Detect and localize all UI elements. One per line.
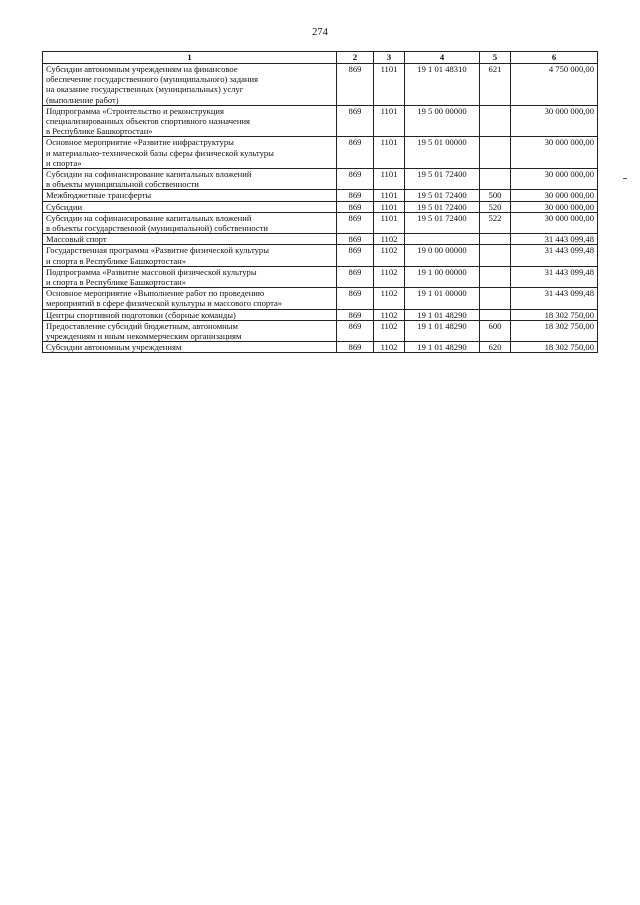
row-target-article-cell: 19 1 01 48290 [405, 309, 480, 320]
row-target-article-cell: 19 1 01 48310 [405, 64, 480, 106]
row-amount-cell: 30 000 000,00 [511, 105, 598, 137]
row-grbs-cell: 869 [337, 64, 374, 106]
row-amount-cell: 30 000 000,00 [511, 137, 598, 169]
row-section-cell: 1102 [374, 234, 405, 245]
table-row [43, 288, 598, 309]
row-grbs-cell: 869 [337, 320, 374, 341]
row-section-cell: 1101 [374, 105, 405, 137]
row-target-article-cell [405, 234, 480, 245]
row-amount-cell: 31 443 099,48 [511, 288, 598, 309]
row-section-cell: 1101 [374, 201, 405, 212]
row-section-cell: 1102 [374, 266, 405, 287]
row-target-article-cell: 19 1 00 00000 [405, 266, 480, 287]
table-row [43, 266, 598, 287]
row-target-article-cell: 19 1 01 48290 [405, 342, 480, 353]
row-expense-kind-cell: 620 [480, 342, 511, 353]
table-row [43, 190, 598, 201]
row-target-article-cell: 19 1 01 00000 [405, 288, 480, 309]
row-amount-cell: 31 443 099,48 [511, 266, 598, 287]
header-col-1: 1 [43, 52, 337, 64]
row-name-cell: Основное мероприятие «Развитие инфраструктуры и материально-технической базы сферы физической культуры и спорта» [43, 137, 337, 169]
row-grbs-cell: 869 [337, 309, 374, 320]
row-expense-kind-cell [480, 105, 511, 137]
row-name-cell: Центры спортивной подготовки (сборные команды) [43, 309, 337, 320]
table-row [43, 64, 598, 106]
header-col-3: 3 [374, 52, 405, 64]
table-row [43, 309, 598, 320]
row-grbs-cell: 869 [337, 342, 374, 353]
row-amount-cell: 18 302 750,00 [511, 342, 598, 353]
row-section-cell: 1101 [374, 212, 405, 233]
row-grbs-cell: 869 [337, 288, 374, 309]
row-section-cell: 1102 [374, 245, 405, 266]
row-amount-cell: 18 302 750,00 [511, 309, 598, 320]
row-expense-kind-cell [480, 266, 511, 287]
row-name-cell: Межбюджетные трансферты [43, 190, 337, 201]
row-expense-kind-cell [480, 169, 511, 190]
row-section-cell: 1101 [374, 190, 405, 201]
row-name-cell: Субсидии [43, 201, 337, 212]
row-name-cell: Субсидии автономным учреждениям на финансовое обеспечение государственного (муниципального) задания на оказание государственных (муниципальных) услуг (выполнение работ) [43, 64, 337, 106]
row-target-article-cell: 19 5 01 72400 [405, 201, 480, 212]
row-name-cell: Субсидии на софинансирование капитальных вложений в объекты муниципальной собственности [43, 169, 337, 190]
row-name-cell: Массовый спорт [43, 234, 337, 245]
row-name-cell: Субсидии автономным учреждениям [43, 342, 337, 353]
page-number: 274 [312, 27, 328, 38]
row-expense-kind-cell [480, 309, 511, 320]
row-amount-cell: 31 443 099,48 [511, 245, 598, 266]
header-col-2: 2 [337, 52, 374, 64]
row-name-cell: Подпрограмма «Строительство и реконструкция специализированных объектов спортивного назначения в Республике Башкортостан» [43, 105, 337, 137]
row-expense-kind-cell [480, 137, 511, 169]
row-target-article-cell: 19 5 01 72400 [405, 212, 480, 233]
row-name-cell: Основное мероприятие «Выполнение работ по проведению мероприятий в сфере физической культуры и массового спорта» [43, 288, 337, 309]
row-grbs-cell: 869 [337, 234, 374, 245]
table-row [43, 137, 598, 169]
row-section-cell: 1102 [374, 320, 405, 341]
row-grbs-cell: 869 [337, 212, 374, 233]
row-expense-kind-cell: 621 [480, 64, 511, 106]
table-row [43, 245, 598, 266]
row-section-cell: 1101 [374, 169, 405, 190]
row-expense-kind-cell: 520 [480, 201, 511, 212]
row-expense-kind-cell: 600 [480, 320, 511, 341]
table-row [43, 201, 598, 212]
row-name-cell: Предоставление субсидий бюджетным, автономным учреждениям и иным некоммерческим организациям [43, 320, 337, 341]
row-grbs-cell: 869 [337, 105, 374, 137]
row-expense-kind-cell [480, 234, 511, 245]
row-section-cell: 1101 [374, 64, 405, 106]
row-expense-kind-cell: 500 [480, 190, 511, 201]
table-row [43, 169, 598, 190]
stray-mark [623, 178, 627, 179]
row-grbs-cell: 869 [337, 190, 374, 201]
row-grbs-cell: 869 [337, 245, 374, 266]
row-section-cell: 1102 [374, 288, 405, 309]
table-row [43, 342, 598, 353]
row-amount-cell: 18 302 750,00 [511, 320, 598, 341]
row-target-article-cell: 19 0 00 00000 [405, 245, 480, 266]
row-amount-cell: 30 000 000,00 [511, 169, 598, 190]
row-amount-cell: 30 000 000,00 [511, 212, 598, 233]
row-target-article-cell: 19 5 01 72400 [405, 169, 480, 190]
table-row [43, 234, 598, 245]
row-amount-cell: 31 443 099,48 [511, 234, 598, 245]
row-amount-cell: 4 750 000,00 [511, 64, 598, 106]
row-grbs-cell: 869 [337, 169, 374, 190]
header-col-6: 6 [511, 52, 598, 64]
row-section-cell: 1102 [374, 342, 405, 353]
table-row [43, 105, 598, 137]
row-grbs-cell: 869 [337, 201, 374, 212]
row-expense-kind-cell [480, 288, 511, 309]
table-header-row [43, 52, 598, 64]
row-name-cell: Субсидии на софинансирование капитальных вложений в объекты государственной (муниципальной) собственности [43, 212, 337, 233]
row-target-article-cell: 19 5 01 72400 [405, 190, 480, 201]
header-col-5: 5 [480, 52, 511, 64]
row-amount-cell: 30 000 000,00 [511, 190, 598, 201]
table-row [43, 320, 598, 341]
row-target-article-cell: 19 1 01 48290 [405, 320, 480, 341]
row-amount-cell: 30 000 000,00 [511, 201, 598, 212]
budget-table [42, 51, 598, 353]
row-section-cell: 1101 [374, 137, 405, 169]
row-section-cell: 1102 [374, 309, 405, 320]
table-row [43, 212, 598, 233]
row-target-article-cell: 19 5 01 00000 [405, 137, 480, 169]
row-expense-kind-cell [480, 245, 511, 266]
row-name-cell: Государственная программа «Развитие физической культуры и спорта в Республике Башкортостан» [43, 245, 337, 266]
row-grbs-cell: 869 [337, 137, 374, 169]
row-target-article-cell: 19 5 00 00000 [405, 105, 480, 137]
header-col-4: 4 [405, 52, 480, 64]
row-grbs-cell: 869 [337, 266, 374, 287]
row-expense-kind-cell: 522 [480, 212, 511, 233]
row-name-cell: Подпрограмма «Развитие массовой физической культуры и спорта в Республике Башкортостан» [43, 266, 337, 287]
